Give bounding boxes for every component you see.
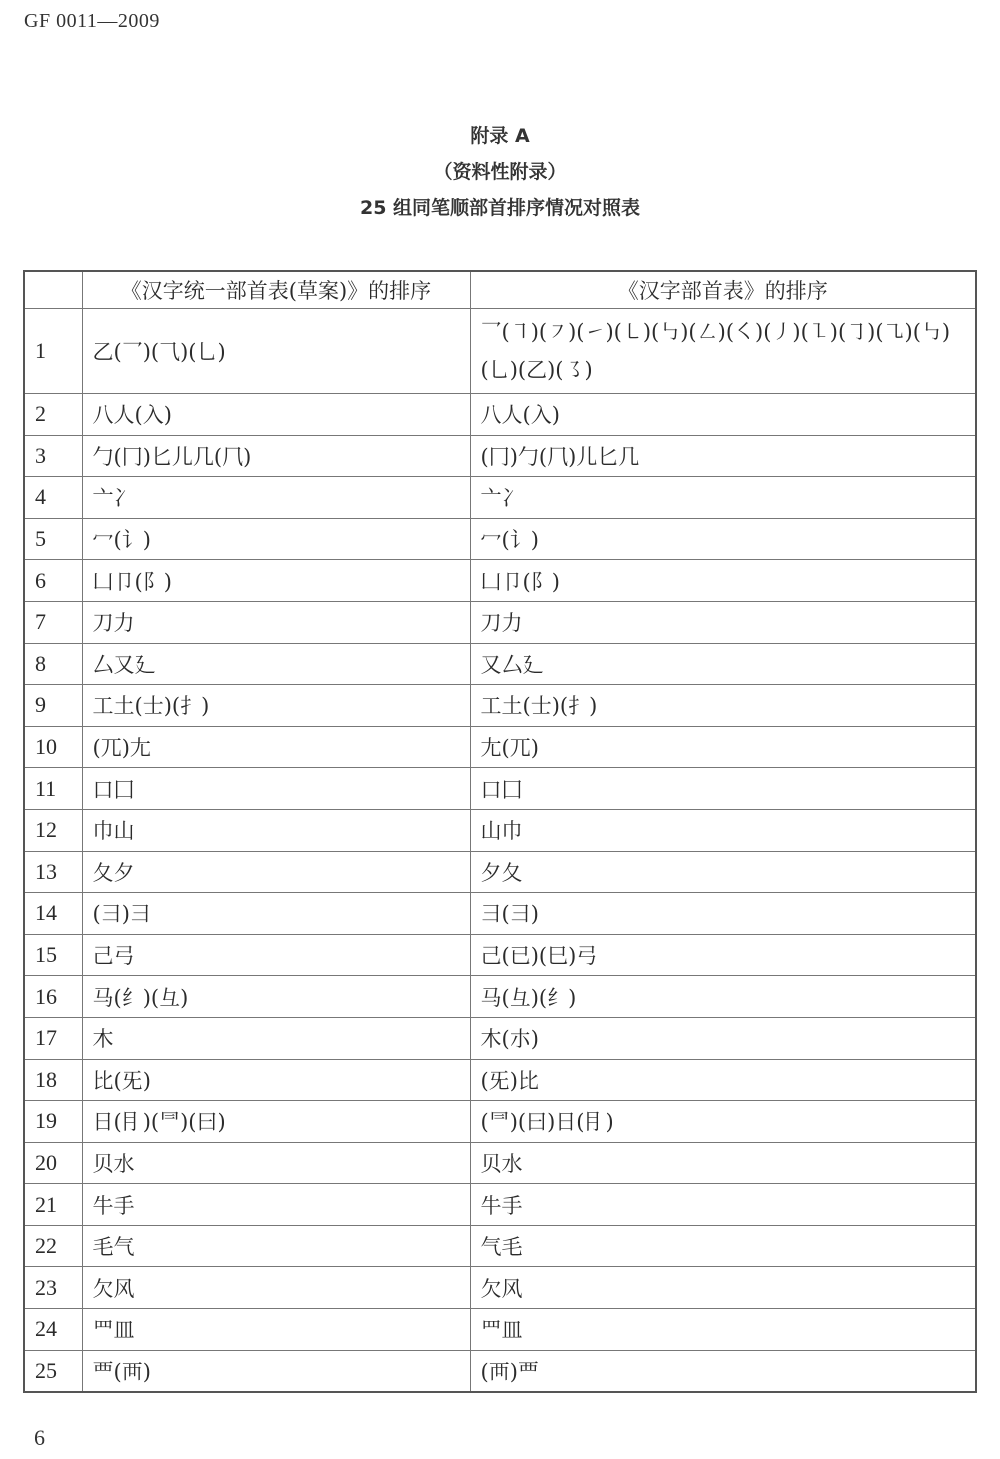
page-number: 6 — [34, 1425, 45, 1450]
table-row — [24, 1142, 976, 1184]
table-row — [24, 435, 976, 477]
appendix-type: （资料性附录） — [433, 161, 567, 183]
radical-table-order-cell: (襾)覀 — [470, 1350, 976, 1392]
radical-table-order-cell: 木(朩) — [470, 1017, 976, 1059]
table-row — [24, 809, 976, 851]
radical-table-order-cell: 山巾 — [470, 809, 976, 851]
table-row — [24, 685, 976, 727]
table-row — [24, 394, 976, 436]
row-number: 10 — [24, 726, 82, 768]
draft-order-cell: 亠冫 — [82, 477, 470, 519]
row-number: 12 — [24, 809, 82, 851]
radical-table-order-cell: 彐(⺕) — [470, 893, 976, 935]
radical-table-order-cell: 罒皿 — [470, 1309, 976, 1351]
radical-table-order-cell: 气毛 — [470, 1225, 976, 1267]
table-row — [24, 477, 976, 519]
row-number: 16 — [24, 976, 82, 1018]
draft-order-cell: 勹(冂)匕儿几(⺇) — [82, 435, 470, 477]
radical-table-order-cell: 凵卩(阝) — [470, 560, 976, 602]
radical-table-order-cell: 亠冫 — [470, 477, 976, 519]
table-row — [24, 1350, 976, 1392]
radical-table-order-cell: 欠风 — [470, 1267, 976, 1309]
draft-order-cell: 乙(乛)(⺄)(乚) — [82, 309, 470, 394]
table-row — [24, 726, 976, 768]
appendix-heading: 附录 A — [470, 125, 530, 147]
radical-table-order-cell: 工土(士)(扌) — [470, 685, 976, 727]
draft-order-cell: 己弓 — [82, 934, 470, 976]
radical-table-order-cell: 冖(讠) — [470, 518, 976, 560]
radical-table-order-cell: 乛(㇕)(㇇)(㇀)(㇄)(㇉)(㇜)(㇛)(㇓)(㇅)(㇆)(㇈)(㇉)(乚)(乙)(㇌) — [470, 309, 976, 394]
radical-table-order-cell: 八人(入) — [470, 394, 976, 436]
radical-table-order-cell: (冂)勹(⺇)儿匕几 — [470, 435, 976, 477]
row-number: 14 — [24, 893, 82, 935]
table-title: 25 组同笔顺部首排序情况对照表 — [359, 197, 641, 219]
row-number: 6 — [24, 560, 82, 602]
draft-order-cell: (兀)尢 — [82, 726, 470, 768]
row-number: 3 — [24, 435, 82, 477]
table-row — [24, 768, 976, 810]
row-number: 1 — [24, 309, 82, 394]
row-number: 23 — [24, 1267, 82, 1309]
table-row — [24, 560, 976, 602]
row-number: 15 — [24, 934, 82, 976]
table-row — [24, 518, 976, 560]
draft-order-cell: 工土(士)(扌) — [82, 685, 470, 727]
draft-order-cell: 罒皿 — [82, 1309, 470, 1351]
row-number: 21 — [24, 1184, 82, 1226]
draft-order-cell: 覀(襾) — [82, 1350, 470, 1392]
table-row — [24, 1267, 976, 1309]
table-row — [24, 851, 976, 893]
draft-order-cell: 木 — [82, 1017, 470, 1059]
radical-table-order-cell: 又厶廴 — [470, 643, 976, 685]
table-row — [24, 1017, 976, 1059]
table-row — [24, 1309, 976, 1351]
radical-table-order-cell: 己(已)(巳)弓 — [470, 934, 976, 976]
draft-order-cell: 冖(讠) — [82, 518, 470, 560]
row-number: 13 — [24, 851, 82, 893]
table-row — [24, 1225, 976, 1267]
draft-order-cell: 马(纟)(彑) — [82, 976, 470, 1018]
row-number: 8 — [24, 643, 82, 685]
draft-order-cell: 巾山 — [82, 809, 470, 851]
standard-code: GF 0011—2009 — [24, 10, 160, 32]
radical-table-order-cell: 贝水 — [470, 1142, 976, 1184]
draft-order-cell: 贝水 — [82, 1142, 470, 1184]
row-number: 4 — [24, 477, 82, 519]
radical-table-order-cell: 尢(兀) — [470, 726, 976, 768]
table-row — [24, 643, 976, 685]
radical-table-order-cell: (⺜)(曰)日(⺝) — [470, 1101, 976, 1143]
draft-order-cell: 日(⺝)(⺜)(曰) — [82, 1101, 470, 1143]
row-number: 20 — [24, 1142, 82, 1184]
row-number: 19 — [24, 1101, 82, 1143]
table-row — [24, 1184, 976, 1226]
row-number: 18 — [24, 1059, 82, 1101]
draft-order-cell: 夂夕 — [82, 851, 470, 893]
row-number: 17 — [24, 1017, 82, 1059]
draft-order-cell: 毛气 — [82, 1225, 470, 1267]
draft-order-cell: 厶又廴 — [82, 643, 470, 685]
radical-table-order-cell: 口囗 — [470, 768, 976, 810]
radical-table-order-cell: 牛手 — [470, 1184, 976, 1226]
radical-table-order-cell: 刀力 — [470, 601, 976, 643]
draft-order-cell: 刀力 — [82, 601, 470, 643]
row-number: 7 — [24, 601, 82, 643]
row-number: 2 — [24, 394, 82, 436]
draft-order-cell: 牛手 — [82, 1184, 470, 1226]
table-row — [24, 309, 976, 394]
table-row — [24, 976, 976, 1018]
table-row — [24, 1101, 976, 1143]
row-number: 11 — [24, 768, 82, 810]
radical-order-comparison-table — [23, 270, 977, 1393]
table-row — [24, 934, 976, 976]
table-row — [24, 601, 976, 643]
appendix-title-block — [0, 118, 1000, 226]
row-number: 25 — [24, 1350, 82, 1392]
table-header-row — [24, 271, 976, 309]
draft-order-cell: (⺕)彐 — [82, 893, 470, 935]
table-row — [24, 893, 976, 935]
table-row — [24, 1059, 976, 1101]
row-number: 24 — [24, 1309, 82, 1351]
draft-order-cell: 欠风 — [82, 1267, 470, 1309]
radical-table-order-cell: 马(彑)(纟) — [470, 976, 976, 1018]
header-radical-table-order: 《汉字部首表》的排序 — [470, 271, 976, 309]
draft-order-cell: 口囗 — [82, 768, 470, 810]
radical-table-order-cell: 夕夂 — [470, 851, 976, 893]
draft-order-cell: 比(旡) — [82, 1059, 470, 1101]
row-number: 5 — [24, 518, 82, 560]
row-number: 9 — [24, 685, 82, 727]
header-number — [24, 271, 82, 309]
draft-order-cell: 八人(入) — [82, 394, 470, 436]
header-draft-order: 《汉字统一部首表(草案)》的排序 — [82, 271, 470, 309]
draft-order-cell: 凵卩(阝) — [82, 560, 470, 602]
row-number: 22 — [24, 1225, 82, 1267]
radical-table-order-cell: (旡)比 — [470, 1059, 976, 1101]
